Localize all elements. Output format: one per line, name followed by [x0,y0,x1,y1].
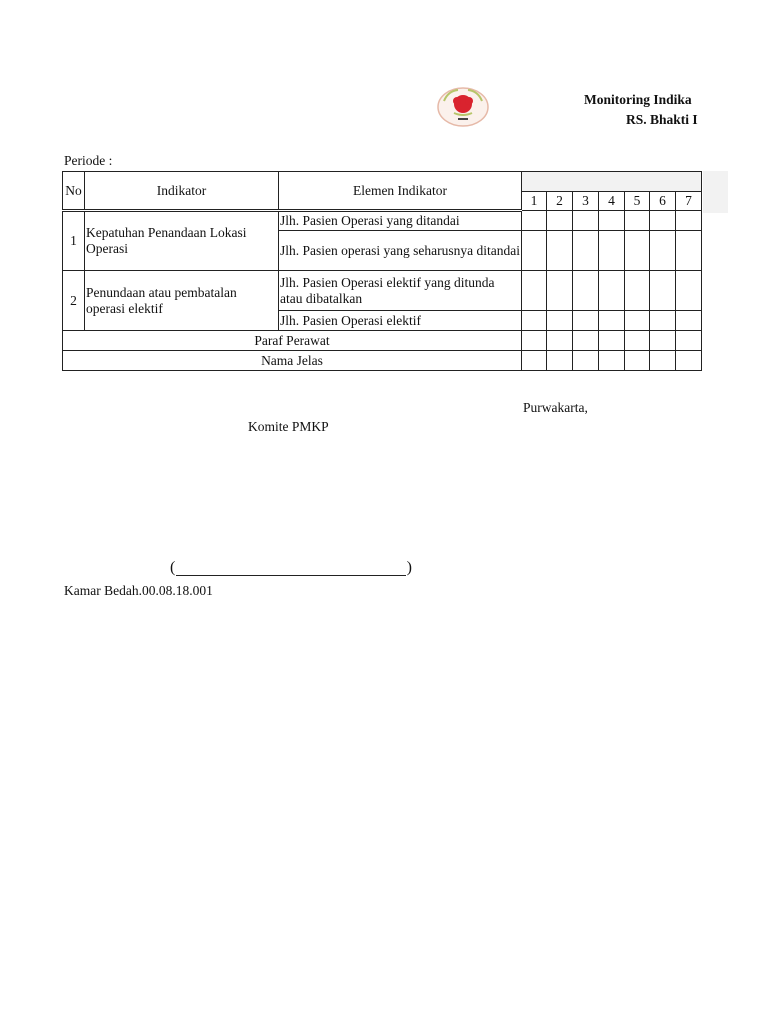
entry-cell[interactable] [573,271,599,311]
elemen-cell: Jlh. Pasien Operasi elektif yang ditunda atau dibatalkan [279,271,522,311]
entry-cell[interactable] [625,271,650,311]
day-header: 4 [599,192,625,211]
entry-cell[interactable] [522,271,547,311]
entry-cell[interactable] [676,331,702,351]
entry-cell[interactable] [522,231,547,271]
entry-cell[interactable] [650,271,676,311]
entry-cell[interactable] [599,331,625,351]
entry-cell[interactable] [547,211,573,231]
row-number: 1 [63,211,85,271]
entry-cell[interactable] [547,271,573,311]
entry-cell[interactable] [625,311,650,331]
day-header: 2 [547,192,573,211]
header-elemen: Elemen Indikator [279,172,522,211]
day-header: 5 [625,192,650,211]
header-indikator: Indikator [85,172,279,211]
entry-cell[interactable] [650,311,676,331]
day-header: 6 [650,192,676,211]
report-title: Monitoring Indika [584,92,692,107]
entry-cell[interactable] [599,211,625,231]
paraf-row [63,331,702,351]
signature-name-line[interactable] [170,559,412,577]
entry-cell[interactable] [522,311,547,331]
entry-cell[interactable] [625,351,650,371]
entry-cell[interactable] [522,331,547,351]
entry-cell[interactable] [573,351,599,371]
entry-cell[interactable] [650,331,676,351]
nama-jelas-label: Nama Jelas [63,351,522,371]
hospital-logo [436,85,490,129]
entry-cell[interactable] [676,311,702,331]
paraf-perawat-label: Paraf Perawat [63,331,522,351]
monitoring-table [62,171,702,371]
periode-label: Periode : [64,153,113,168]
entry-cell[interactable] [573,331,599,351]
committee-label: Komite PMKP [248,419,329,434]
entry-cell[interactable] [650,231,676,271]
entry-cell[interactable] [625,331,650,351]
elemen-cell: Jlh. Pasien operasi yang seharusnya ditandai [279,231,522,271]
indikator-cell: Penundaan atau pembatalan operasi elektif [85,271,279,331]
table-row [63,271,702,311]
place-label: Purwakarta, [523,400,588,415]
entry-cell[interactable] [650,351,676,371]
underline [176,575,406,576]
entry-cell[interactable] [676,351,702,371]
entry-cell[interactable] [676,271,702,311]
elemen-cell: Jlh. Pasien Operasi elektif [279,311,522,331]
open-paren: ( [170,559,176,576]
entry-cell[interactable] [547,311,573,331]
entry-cell[interactable] [650,211,676,231]
entry-cell[interactable] [573,231,599,271]
nama-row [63,351,702,371]
close-paren: ) [406,559,412,576]
day-header: 3 [573,192,599,211]
entry-cell[interactable] [522,351,547,371]
entry-cell[interactable] [522,211,547,231]
entry-cell[interactable] [599,351,625,371]
table-row [63,211,702,231]
header-no: No [63,172,85,211]
hospital-name: RS. Bhakti I [626,112,698,127]
indikator-cell: Kepatuhan Penandaan Lokasi Operasi [85,211,279,271]
entry-cell[interactable] [625,211,650,231]
entry-cell[interactable] [547,331,573,351]
entry-cell[interactable] [547,351,573,371]
entry-cell[interactable] [599,231,625,271]
row-number: 2 [63,271,85,331]
day-header: 7 [676,192,702,211]
entry-cell[interactable] [599,271,625,311]
header-shading [703,171,728,213]
day-header: 1 [522,192,547,211]
entry-cell[interactable] [573,311,599,331]
header-days-group [522,172,702,192]
monitoring-table-wrapper [62,171,703,377]
entry-cell[interactable] [599,311,625,331]
entry-cell[interactable] [547,231,573,271]
entry-cell[interactable] [676,211,702,231]
document-code: Kamar Bedah.00.08.18.001 [64,583,213,598]
entry-cell[interactable] [625,231,650,271]
entry-cell[interactable] [573,211,599,231]
entry-cell[interactable] [676,231,702,271]
elemen-cell: Jlh. Pasien Operasi yang ditandai [279,211,522,231]
